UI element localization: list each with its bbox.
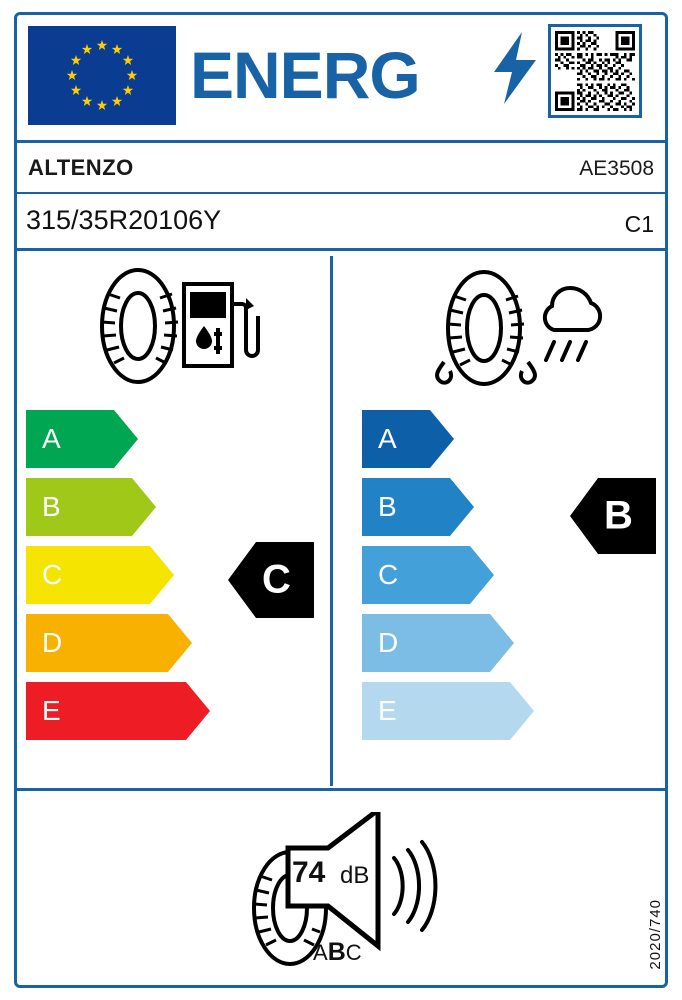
grade-arrow <box>26 682 216 740</box>
grade-letter: E <box>378 695 397 726</box>
divider <box>17 140 665 143</box>
noise-class-scale <box>313 938 362 967</box>
divider <box>17 192 665 194</box>
grade-letter: C <box>378 559 399 590</box>
divider-vertical <box>330 256 333 786</box>
grade-arrow <box>362 614 552 672</box>
grade-arrow <box>362 410 552 468</box>
divider <box>17 248 665 251</box>
supplier-brand: ALTENZO <box>28 155 134 180</box>
supplier-model: AE3508 <box>579 157 654 180</box>
grade-row-d <box>362 614 552 672</box>
grade-arrow <box>362 682 552 740</box>
grade-row-a <box>362 410 552 468</box>
fuel-efficiency-result <box>228 542 314 618</box>
grade-arrow <box>26 478 216 536</box>
grade-letter: E <box>42 695 61 726</box>
grade-arrow <box>26 614 216 672</box>
grade-row-e <box>362 682 552 740</box>
noise-class-a: A <box>313 940 328 965</box>
divider <box>17 788 665 791</box>
wet-grip-scale <box>362 410 552 750</box>
grade-row-b <box>362 478 552 536</box>
result-letter: C <box>262 557 291 602</box>
noise-value: 74 <box>292 856 326 889</box>
fuel-pump-tyre-icon <box>88 266 264 386</box>
noise-class-c: C <box>345 940 362 965</box>
grade-row-e <box>26 682 216 740</box>
grade-letter: D <box>42 627 63 658</box>
grade-row-d <box>26 614 216 672</box>
grade-letter: B <box>42 491 61 522</box>
noise-class-b: B <box>327 938 346 966</box>
qr-code-icon <box>548 24 642 118</box>
eu-flag-icon <box>28 26 176 125</box>
page-title: ENERG <box>190 38 420 112</box>
grade-arrow <box>26 546 216 604</box>
grade-arrow <box>362 478 552 536</box>
wet-grip-result <box>570 478 656 554</box>
grade-letter: B <box>378 491 397 522</box>
grade-arrow <box>26 410 216 468</box>
tyre-class: C1 <box>624 211 654 237</box>
grade-row-c <box>362 546 552 604</box>
grade-row-c <box>26 546 216 604</box>
fuel-efficiency-scale <box>26 410 216 750</box>
rain-cloud-tyre-icon <box>408 266 608 392</box>
grade-letter: D <box>378 627 399 658</box>
noise-unit: dB <box>340 862 370 889</box>
result-letter: B <box>604 493 633 538</box>
tyre-size: 315/35R20106Y <box>26 205 222 235</box>
grade-row-b <box>26 478 216 536</box>
regulation-date-code: 2020/740 <box>647 899 664 970</box>
grade-arrow <box>362 546 552 604</box>
lightning-bolt-icon <box>492 32 538 104</box>
grade-letter: C <box>42 559 63 590</box>
grade-letter: A <box>378 423 397 454</box>
grade-letter: A <box>42 423 61 454</box>
grade-row-a <box>26 410 216 468</box>
